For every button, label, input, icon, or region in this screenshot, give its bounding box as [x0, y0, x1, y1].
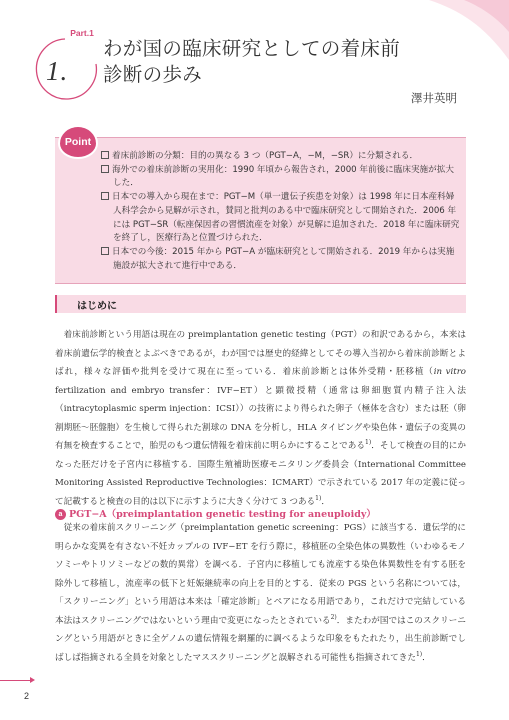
section-heading-text: はじめに: [77, 301, 117, 312]
intro-paragraph: 着床前診断という用語は現在の preimplantation genetic testing（PGT）の和訳であるから，本来は着床前遺伝学的検査とよぶべきであるが，わが国では歴史的経緯としてその導入当初から着床前診断とよばれ，様々な評価や批判を受けて現在に至っている．着床前診断とは体外受精・胚移植（in vitro fertilization and embryo transfer：IVF−ET）と顕微授精（通常は卵細胞質内精子注入法（intracytoplasmic sperm injection：ICSI））の技術により得られた卵子（極体を含む）または胚（卵割期胚〜胚盤胞）を生検して得られた割球の DNA を分析し，HLA タイピングや染色体・遺伝子の変異の有無を検査することで，胎児のもつ遺伝情報を着床前に明らかにすることである$^{1)}$．そして検査の目的にかなった胚だけを子宮内に移植する．国際生殖補助医療モニタリング委員会（International Committee Monitoring Assisted Reproductive Technologies：ICMART）で示されている 2017 年の定義に従って記載すると検査の目的は以下に示すように大きく分けて 3 つある$^{1)}$．: [55, 330, 466, 507]
point-item: 日本での今後：2015 年から PGT−A が臨床研究として開始される．2019 年からは実施施設が拡大されて進行中である．: [101, 246, 461, 273]
checkbox-icon: [101, 165, 109, 173]
point-item: 海外での着床前診断の実用化：1990 年頃から報告され，2000 年前後に臨床実施が拡大した．: [101, 164, 461, 191]
subsection-heading-pgt-a: a PGT−A（preimplantation genetic testing for aneuploidy）: [55, 506, 376, 520]
chapter-title-line2: 診断の歩み: [103, 63, 203, 86]
footer-arrow-icon: [30, 677, 35, 683]
footer-rule: [0, 680, 30, 681]
chapter-title: [103, 36, 463, 88]
chapter-number: 1.: [46, 56, 69, 86]
pgt-a-paragraph: 従来の着床前スクリーニング（preimplantation genetic screening：PGS）に該当する．遺伝学的に明らかな変異を有さない不妊カップルの IVF−ET を行う際に，移植胚の全染色体の異数性（いわゆるモノソミーやトリソミーなどの数的異常）を調べる．子宮内に移植しても流産する染色体異数性を有する胚を除外して移植し，流産率の低下と妊娠継続率の向上を目的とする．従来の PGS という名称については，「スクリーニング」という用語は本来は「確定診断」とペアになる用語であり，これだけで完結している本法はスクリーニングではないという理由で変更になったとされている$^{2)}$．またわが国ではこのスクリーニングという用語がときに全ゲノムの遺伝情報を網羅的に調べるような印象をもたれたり，出生前診断でしばしば指摘される全員を対象としたマススクリーニングと誤解される可能性も指摘されてきた$^{1)}$．: [55, 523, 466, 663]
point-list: [101, 150, 461, 273]
checkbox-icon: [101, 192, 109, 200]
author-name: 澤井英明: [411, 91, 457, 105]
checkbox-icon: [101, 151, 109, 159]
point-item: 着床前診断の分類：目的の異なる 3 つ（PGT−A，−M，−SR）に分類される．: [101, 150, 461, 164]
point-badge: Point: [60, 127, 96, 157]
checkbox-icon: [101, 247, 109, 255]
part-label: Part.1: [70, 28, 94, 38]
circled-letter-icon: a: [55, 509, 66, 520]
chapter-title-line1: わが国の臨床研究としての着床前: [103, 37, 401, 60]
point-item: 日本での導入から現在まで：PGT−M（単一遺伝子疾患を対象）は 1998 年に日本産科婦人科学会から見解が示され，賛同と批判のある中で臨床研究として開始された．2006 年には PGT−SR（転座保因者の習慣流産を対象）が見解に追加された．2018 年に臨床研究を終了し，医療行為と位置づけられた．: [101, 191, 461, 246]
section-heading-intro: [55, 295, 466, 313]
page-number: 2: [24, 691, 30, 701]
